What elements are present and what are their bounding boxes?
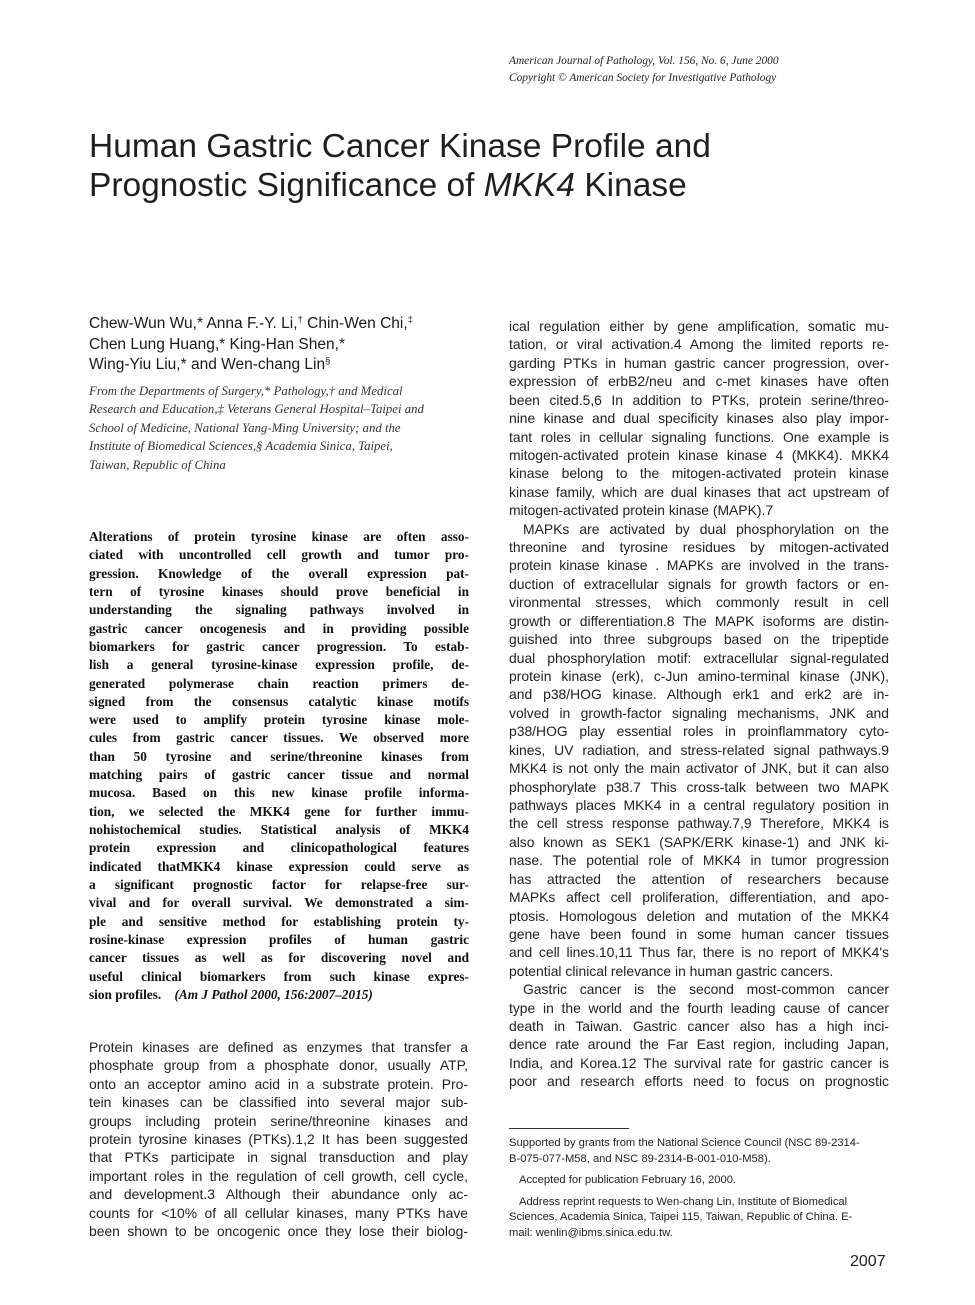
title-line-1: Human Gastric Cancer Kinase Profile and — [89, 128, 711, 165]
body-line: phosphorylate p38.7 This cross-talk between two MAPK — [509, 778, 889, 795]
footnotes — [509, 1136, 889, 1242]
body-line: gene have been found in some human cancer tissues — [509, 925, 889, 942]
abstract-line: lish a general tyrosine-kinase expression profile, de- — [89, 657, 469, 673]
body-line: ical regulation either by gene amplification, somatic mu- — [509, 318, 889, 334]
abstract — [89, 528, 469, 1004]
abstract-line: than 50 tyrosine and serine/threonine kinases from — [89, 748, 469, 764]
affiliation-line: Taiwan, Republic of China — [89, 457, 226, 472]
affiliation-line: School of Medicine, National Yang-Ming University; and the — [89, 420, 401, 435]
abstract-line: Alterations of protein tyrosine kinase are often asso- — [89, 529, 469, 544]
affiliation-line: From the Departments of Surgery,* Pathology,† and Medical — [89, 384, 403, 398]
abstract-line: gression. Knowledge of the overall expression pat- — [89, 565, 469, 581]
affiliation-line: Research and Education,‡ Veterans General Hospital–Taipei and — [89, 402, 424, 417]
affiliation-mark: § — [325, 355, 331, 367]
body-line: duction of extracellular signals for growth factors or en- — [509, 575, 889, 592]
abstract-line: rosine-kinase expression profiles of human gastric — [89, 931, 469, 947]
author-line — [89, 314, 489, 335]
abstract-line: signed from the consensus catalytic kinase motifs — [89, 693, 469, 709]
abstract-line: nohistochemical studies. Statistical analysis of MKK4 — [89, 822, 469, 837]
title-line-2-suffix: Kinase — [575, 167, 687, 204]
author-name: Chew-Wun Wu, — [89, 315, 197, 332]
abstract-line: cancer tissues as well as for discovering novel and — [89, 950, 469, 966]
body-line: nase. The potential role of MKK4 in tumor progression — [509, 852, 889, 869]
body-line: Protein kinases are defined as enzymes that transfer a — [89, 1039, 468, 1055]
abstract-line: gastric cancer oncogenesis and in providing possible — [89, 620, 469, 636]
body-line: India, and Korea.12 The survival rate for gastric cancer is — [509, 1054, 889, 1071]
abstract-line: tern of tyrosine kinases should prove beneficial in — [89, 583, 469, 599]
author-name: Wing-Yiu Liu, — [89, 356, 181, 373]
abstract-line: matching pairs of gastric cancer tissue and normal — [89, 767, 469, 783]
body-line: and development.3 Although their abundance only ac- — [89, 1186, 468, 1203]
footnote-line: Address reprint requests to Wen-chang Lin, Institute of Biomedical — [519, 1195, 848, 1208]
affiliation-mark: * — [196, 315, 204, 332]
body-line: type in the world and the fourth leading cause of cancer — [509, 999, 889, 1016]
article-title — [89, 127, 909, 205]
author-name: and Wen-chang Lin — [186, 356, 326, 373]
abstract-line: vival and for overall survival. We demonstrated a sim- — [89, 895, 469, 911]
body-line: ptosis. Homologous deletion and mutation of the MKK4 — [509, 907, 889, 924]
body-line: the cell stress response pathway.7,9 Therefore, MKK4 is — [509, 815, 889, 832]
body-line: potential clinical relevance in human gastric cancers. — [509, 962, 834, 979]
abstract-line: ciated with uncontrolled cell growth and tumor pro- — [89, 547, 469, 563]
body-line: been cited.5,6 In addition to PTKs, protein serine/threo- — [509, 391, 889, 408]
footnote-line: B-075-077-M58, and NSC 89-2314-B-001-010-M58). — [509, 1152, 771, 1165]
author-name: King-Han Shen, — [225, 335, 339, 353]
footnote-line: Accepted for publication February 16, 2000. — [519, 1174, 737, 1187]
body-line: onto an acceptor amino acid in a substrate protein. Pro- — [89, 1075, 468, 1092]
body-line: and p38/HOG kinase. Although erk1 and erk2 are in- — [509, 686, 889, 703]
abstract-line: useful clinical biomarkers from such kinase expres- — [89, 968, 469, 984]
affiliation-mark: ‡ — [407, 314, 414, 326]
journal-citation: American Journal of Pathology, Vol. 156, No. 6, June 2000 — [509, 55, 779, 67]
abstract-last-line — [89, 986, 469, 1004]
body-line: volved in growth-factor signaling mechanisms, JNK and — [509, 704, 889, 721]
body-line: vironmental stresses, which commonly result in cell — [509, 594, 889, 611]
body-line: Gastric cancer is the second most-common cancer — [523, 981, 889, 998]
body-line: poor and research efforts need to focus on prognostic — [509, 1073, 889, 1090]
body-line: counts for <10% of all cellular kinases, many PTKs have — [89, 1204, 468, 1221]
title-line-2-prefix: Prognostic Significance of — [89, 167, 484, 204]
footnote-line: mail: wenlin@ibms.sinica.edu.tw. — [509, 1226, 673, 1239]
body-line: dence rate around the Far East region, including Japan, — [509, 1036, 889, 1053]
body-line: guished into three subgroups based on the tripeptide — [509, 631, 889, 648]
body-line: and cell lines.10,11 Thus far, there is no report of MKK4's — [509, 944, 889, 961]
body-line: protein tyrosine kinases (PTKs).1,2 It has been suggested — [89, 1131, 468, 1148]
body-column-left — [89, 1038, 468, 1240]
author-name: Chen Lung Huang, — [89, 335, 220, 353]
body-line: important roles in the regulation of cell growth, cell cycle, — [89, 1167, 468, 1184]
body-line: mitogen-activated protein kinase (MAPK).7 — [509, 502, 774, 519]
body-line: death in Taiwan. Gastric cancer also has a high inci- — [509, 1018, 889, 1035]
abstract-line: ple and sensitive method for establishing protein ty- — [89, 913, 469, 929]
body-line: garding PTKs in human gastric cancer progression, over- — [509, 354, 889, 371]
body-line: phosphate group from a phosphate donor, usually ATP, — [89, 1057, 468, 1074]
body-line: p38/HOG play essential roles in proinflammatory cyto- — [509, 723, 889, 740]
author-name: Anna F.-Y. Li, — [203, 315, 298, 332]
body-line: tant roles in cellular signaling functions. One example is — [509, 428, 889, 445]
affiliations — [89, 382, 474, 474]
page-number: 2007 — [850, 1253, 886, 1270]
abstract-line: were used to amplify protein tyrosine kinase mole- — [89, 712, 469, 728]
affiliation-mark: * — [180, 356, 187, 373]
footnote-line: Supported by grants from the National Science Council (NSC 89-2314- — [509, 1137, 860, 1149]
author-line — [89, 335, 489, 356]
abstract-line: generated polymerase chain reaction primers de- — [89, 675, 469, 691]
affiliation-mark: † — [297, 314, 303, 326]
abstract-line: a significant prognostic factor for relapse-free sur- — [89, 876, 469, 892]
body-line: growth or differentiation.8 The MAPK isoforms are distin- — [509, 612, 889, 629]
body-line: threonine and tyrosine residues by mitogen-activated — [509, 539, 889, 556]
body-line: has attracted the attention of researchers because — [509, 870, 889, 887]
body-line: protein kinase kinase . MAPKs are involved in the trans- — [509, 557, 889, 574]
affiliation-mark: * — [219, 335, 226, 353]
author-list — [89, 314, 489, 376]
journal-copyright: Copyright © American Society for Investigative Pathology — [509, 72, 777, 84]
body-line: mitogen-activated protein kinase kinase 4 (MKK4). MKK4 — [509, 446, 889, 463]
body-line: also known as SEK1 (SAPK/ERK kinase-1) and JNK ki- — [509, 833, 889, 850]
journal-header — [509, 53, 929, 87]
footnote-divider — [509, 1128, 629, 1129]
title-gene-name: MKK4 — [483, 167, 576, 204]
body-line: protein kinase (erk), c-Jun amino-terminal kinase (JNK), — [509, 668, 889, 685]
author-line — [89, 355, 489, 376]
abstract-citation: (Am J Pathol 2000, 156:2007–2015) — [174, 986, 373, 1002]
body-line: MKK4 is not only the main activator of JNK, but it can also — [509, 760, 889, 777]
body-line: pathways places MKK4 in a central regulatory position in — [509, 796, 889, 813]
body-line: MAPKs are activated by dual phosphorylation on the — [523, 520, 889, 537]
body-line: expression of erbB2/neu and c-met kinases have often — [509, 373, 889, 390]
body-line: kines, UV radiation, and stress-related signal pathways.9 — [509, 741, 889, 758]
abstract-line: biomarkers for gastric cancer progression. To estab- — [89, 638, 469, 654]
body-column-right — [509, 317, 889, 1091]
abstract-line: tion, we selected the MKK4 gene for further immu- — [89, 803, 469, 819]
body-line: kinase belong to the mitogen-activated protein kinase — [509, 465, 889, 482]
abstract-line: sion profiles. — [89, 986, 162, 1002]
abstract-line: indicated thatMKK4 kinase expression could serve as — [89, 858, 469, 874]
body-line: tein kinases can be classified into several major sub- — [89, 1094, 468, 1111]
body-line: been shown to be oncogenic once they lose their biolog- — [89, 1223, 468, 1240]
body-line: MAPKs affect cell proliferation, differentiation, and apo- — [509, 889, 889, 906]
abstract-line: cules from gastric cancer tissues. We observed more — [89, 730, 469, 746]
body-line: that PTKs participate in signal transduction and play — [89, 1149, 468, 1166]
author-name: Chin-Wen Chi, — [302, 315, 408, 332]
abstract-line: understanding the signaling pathways involved in — [89, 602, 469, 618]
affiliation-line: Institute of Biomedical Sciences,§ Academia Sinica, Taipei, — [89, 439, 393, 454]
footnote-line: Sciences, Academia Sinica, Taipei 115, Taiwan, Republic of China. E- — [509, 1211, 853, 1224]
body-line: tation, or viral activation.4 Among the limited reports re- — [509, 336, 889, 353]
abstract-line: protein expression and clinicopathological features — [89, 840, 469, 856]
body-line: dual phosphorylation motif: extracellular signal-regulated — [509, 649, 889, 666]
body-line: groups including protein serine/threonine kinases and — [89, 1112, 468, 1129]
body-line: kinase family, which are dual kinases that act upstream of — [509, 483, 889, 500]
body-line: nine kinase and dual specificity kinases also play impor- — [509, 410, 889, 427]
abstract-line: mucosa. Based on this new kinase profile informa- — [89, 785, 469, 801]
affiliation-mark: * — [338, 335, 345, 353]
